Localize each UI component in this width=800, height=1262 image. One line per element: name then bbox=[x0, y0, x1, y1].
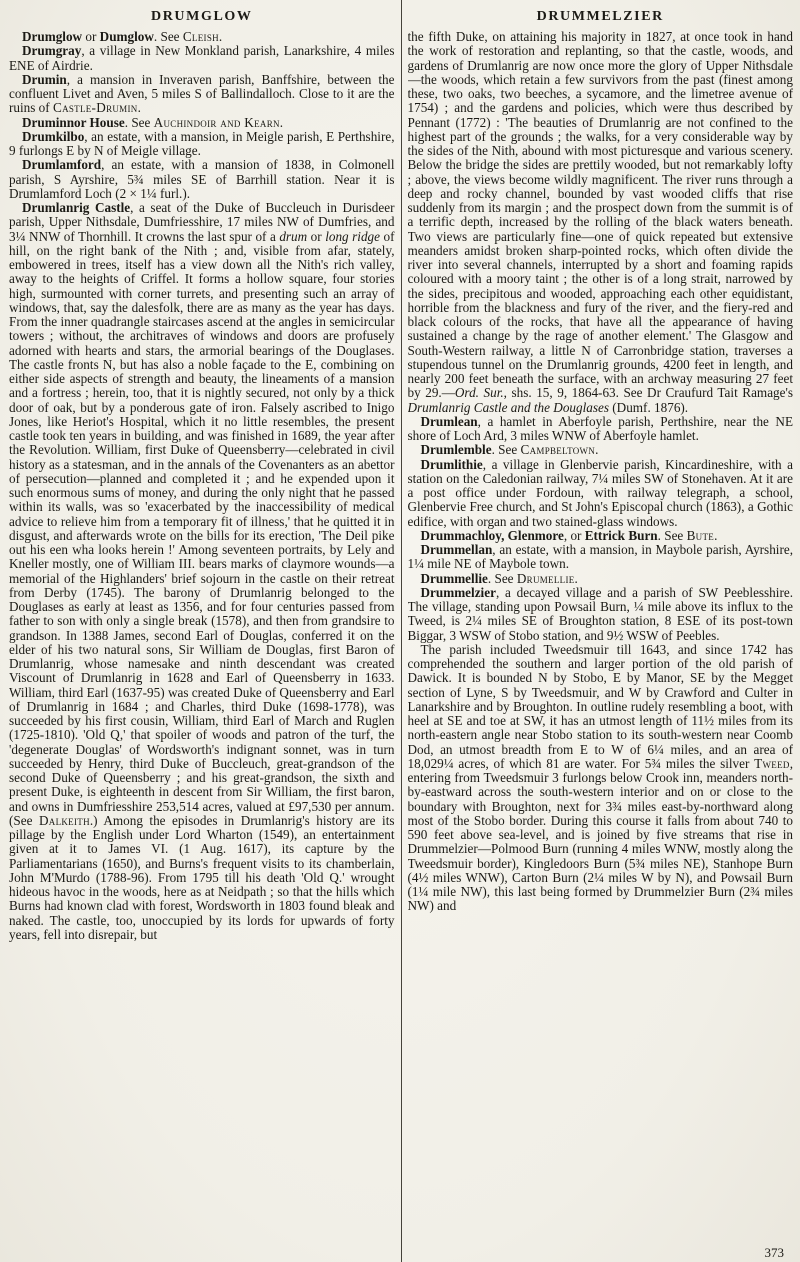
entry-name: Drumglow bbox=[22, 30, 83, 44]
text-run: long ridge bbox=[325, 228, 380, 244]
entry-name: Drumkilbo bbox=[22, 128, 85, 144]
running-header-left: DRUMGLOW bbox=[151, 9, 253, 24]
entry-paragraph bbox=[408, 30, 794, 415]
entry-paragraph bbox=[9, 158, 395, 201]
entry-paragraph bbox=[408, 529, 794, 543]
text-run: . See bbox=[487, 570, 517, 586]
text-run: , a mansion in Inveraven parish, Banffshire, between the confluent Livet and Aven, 5 miles S of Ballindalloch. Close to it are the ruins of bbox=[9, 71, 395, 116]
page-number: 373 bbox=[764, 1245, 784, 1260]
entry-name: Drummellan bbox=[420, 542, 493, 557]
text-run: or bbox=[307, 228, 326, 244]
right-column bbox=[408, 0, 794, 1262]
text-run: , or bbox=[563, 527, 585, 543]
entry-paragraph bbox=[408, 415, 794, 444]
text-run: .) Among the episodes in Drumlanrig's history are its pillage by the English under Lord Wharton (1549), an entertainment given at it to James VI. (1 Aug. 1617), its capture by the Parliamentarians (1650), and Burns's frequent visits to its chamberlain, John M'Murdo (1788-96). From 1795 till his death 'Old Q.' wrought hideous havoc in the woods, here as at Neidpath ; so that the hills which Burns had known clad with forest, Wordsworth in 1803 found bleak and naked. The castle, too, unoccupied by its lords for upwards of forty years, fell into disrepair, but bbox=[9, 812, 395, 942]
text-run: , a decayed village and a parish of SW Peeblesshire. The village, standing upon Powsail Burn, ¼ mile above its influx to the Tweed, is 2¼ miles SE of Broughton station, 8 ESE of its post-town Biggar, 3 WSW of Stobo station, and 9½ WSW of Peebles. bbox=[407, 584, 793, 643]
entry-name: Drummelzier bbox=[420, 584, 496, 600]
left-column-text bbox=[9, 30, 395, 1258]
entry-name: Drumlean bbox=[420, 413, 478, 429]
entry-name: Drumlemble bbox=[420, 442, 492, 458]
cross-reference: Cleish bbox=[182, 30, 219, 44]
entry-paragraph bbox=[9, 116, 395, 130]
text-run: Drumlanrig Castle and the Douglases bbox=[407, 399, 609, 415]
cross-reference: Castle-Drumin bbox=[52, 100, 138, 116]
text-run: , an estate, with a mansion of 1838, in Colmonell parish, S Ayrshire, 5¾ miles SE of Barrhill station. Near it is Drumlamford Loch (2 × 1¼ furl.). bbox=[9, 157, 395, 201]
text-run: The parish included Tweedsmuir till 1643, and since 1742 has comprehended the southern and larger portion of the old parish of Dawick. It is bounded N by Stobo, E by Manor, SE by the Megget section of Lyne, S by Tweedsmuir, and W by Crawford and Culter in Lanarkshire and by Broughton. In outline rudely resembling a boot, with heel at SE and toe at SW, it has an utmost length of 11½ miles from its north-eastern angle near Stobo station to its south-western near Coomb Dod, an utmost breadth from E to W of 6¼ miles, and an area of 18,029¼ acres, of which 81 are water. For 5¾ miles the silver bbox=[407, 641, 793, 771]
entry-paragraph bbox=[408, 586, 794, 643]
text-run: , an estate, with a mansion, in Meigle parish, E Perthshire, 9 furlongs E by N of Meigle village. bbox=[9, 128, 395, 158]
entry-paragraph bbox=[408, 443, 794, 457]
running-header-right: DRUMMELZIER bbox=[536, 9, 664, 24]
cross-reference: Tweed bbox=[754, 755, 790, 771]
text-run: . See bbox=[153, 30, 183, 44]
text-run: . bbox=[595, 442, 599, 458]
text-run: . bbox=[137, 100, 141, 116]
text-run: . bbox=[218, 30, 223, 44]
entry-name: Drumlamford bbox=[22, 157, 102, 173]
text-run: Ord. Sur. bbox=[454, 385, 504, 401]
cross-reference: Auchindoir and Kearn bbox=[153, 114, 280, 130]
text-run: drum bbox=[279, 228, 308, 244]
entry-paragraph bbox=[408, 643, 794, 914]
text-run: , a hamlet in Aberfoyle parish, Perthshire, near the NE shore of Loch Ard, 3 miles WNW of Aberfoyle hamlet. bbox=[407, 413, 793, 443]
cross-reference: Campbeltown bbox=[520, 442, 596, 458]
text-run: of hill, on the right bank of the Nith ; and, visible from afar, stately, embowered in trees, itself has a view down all the Nith's rich valley, away to the heights of Criffel. It forms a hollow square, four stories high, surmounted with corner turrets, and presenting such an array of windows, that, say the dalesfolk, there are as many as the year has days. From the inner quadrangle staircases ascend at the angles in semicircular towers ; without, the architraves of windows and doors are profusely adorned with hearts and stars, the armorial bearings of the Douglases. The castle fronts N, but has also a noble façade to the E, combining on either side aspects of strength and beauty, the lineaments of a mansion and a fortress ; herein, too, that it is nightly secured, not only by a thick door of oak, but by a ponderous gate of iron. Falsely ascribed to Inigo Jones, like Heriot's Hospital, which it no little resembles, the present castle took ten years in building, and was finished in 1689, the year after the Revolution. William, first Duke of Queensberry—celebrated in civil history as a statesman, and in the annals of the Covenanters as an abettor of persecution—planned and completed it ; and he expended upon it such enormous sums of money, and during the only night that he passed within its walls, was so 'exacerbated by the inaccessibility of medical advice to relieve him from a temporary fit of illness,' that he quitted it in disgust, and afterwards wrote on the bills for its erection, 'The Deil pike out his een wha looks herein !' Among seventeen portraits, by Lely and Kneller mostly, one of William III. bears marks of claymore wounds—a memorial of the Highlanders' brief sojourn in the castle on their retreat from Derby (1745). The barony of Drumlanrig belonged to the Douglases as early at least as 1356, and for four centuries passed from father to son with only a single break (1578), and then from grandsire to grandson. In 1388 James, second Earl of Douglas, conferred it on the elder of his two natural sons, Sir William de Douglas, first Baron of Drumlanrig, whose namesake and ninth descendant was created Viscount of Drumlanrig in 1628 and Earl of Queensberry in 1633. William, third Earl (1637-95) was created Duke of Queensberry and Earl of Drumlanrig in 1684 ; and Charles, third Duke (1698-1778), was succeeded by his first cousin, William, third Earl of March and Ruglen (1725-1810). 'Old Q,' that spoiler of woods and patron of the turf, the 'degenerate Douglas' of Wordsworth's indignant sonnet, was in turn succeeded by Henry, third Duke of Buccleuch, great-grandson of the second Duke of Queensberry ; and his great-grandson, the sixth and present Duke, is eighteenth in descent from Sir William, the first baron, and owns in Dumfriesshire 253,514 acres, valued at £97,530 per annum. (See bbox=[9, 228, 395, 828]
text-run: , an estate, with a mansion, in Maybole parish, Ayrshire, 1¼ mile NE of Maybole town. bbox=[407, 542, 793, 572]
entry-paragraph bbox=[9, 73, 395, 116]
left-column bbox=[9, 0, 395, 1262]
text-run: , a seat of the Duke of Buccleuch in Durisdeer parish, Upper Nithsdale, Dumfriesshire, 17 miles NW of Dumfries, and 3¼ NNW of Thornhill. It crowns the last spur of a bbox=[9, 200, 395, 244]
entry-paragraph bbox=[9, 44, 395, 73]
entry-name: Druminnor House bbox=[22, 114, 125, 130]
text-run: , a village in Glenbervie parish, Kincardineshire, with a station on the Caledonian railway, 7¼ miles SW of Stonehaven. At it are a post office under Fordoun, with railway telegraph, a school, Glenbervie Free church, and St John's Episcopal church (1863), a Gothic edifice, with organ and two stained-glass windows. bbox=[407, 456, 793, 529]
text-run: or bbox=[82, 30, 100, 44]
entry-paragraph bbox=[408, 543, 794, 572]
entry-name: Drumin bbox=[22, 71, 67, 87]
entry-paragraph bbox=[9, 130, 395, 159]
text-run: . See bbox=[657, 527, 687, 543]
text-run: the fifth Duke, on attaining his majority in 1827, at once took in hand the work of restoration and replanting, so that the castle, woods, and gardens of Drumlanrig are now once more the glory of Upper Nithsdale—the woods, which retain a few survivors from the past (finest among these, two oaks, two beeches, a sycamore, and the limetree avenue of 1754) ; and the gardens and policies, which were thus described by Pennant (1772) : 'The beauties of Drumlanrig are not confined to the highest part of the grounds ; the walks, for a very considerable way by the sides of the Nith, abound with most picturesque and various scenery. Below the bridge the sides are prettily wooded, but not remarkably lofty ; above, the views become wildly magnificent. The river runs through a deep and rocky channel, bounded by vast wooded cliffs that rise suddenly from its margin ; and the prospect down from the summit is of a terrific depth, increased by the rolling of the black waters beneath. Two views are particularly fine—one of quick repeated but extensive meanders amidst broken sharp-pointed rocks, which often divide the river into several channels, interrupted by a short and foaming rapids coloured with a moory taint ; the other is of a long strait, narrowed by the sides, precipitous and wooded, approaching each other equidistant, horrible from the blackness and fury of the river, and the fiery-red and black colours of the rocks, that have all the appearance of having sustained a change by the rage of another element.' The Glasgow and South-Western railway, a little N of Carronbridge station, traverses a stupendous tunnel on the Drumlanrig grounds, 4200 feet in length, and nearly 200 feet beneath the surface, with an archway measuring 27 feet by 29.— bbox=[407, 30, 793, 401]
entry-name: Drumgray bbox=[22, 43, 82, 59]
entry-name: Ettrick Burn bbox=[584, 527, 658, 543]
entry-name: Drumlanrig Castle bbox=[22, 200, 131, 215]
column-divider bbox=[401, 0, 402, 1262]
entry-paragraph bbox=[408, 572, 794, 586]
text-run: . bbox=[714, 527, 718, 543]
text-run: . See bbox=[124, 114, 154, 130]
text-run: . bbox=[574, 570, 578, 586]
text-run: , a village in New Monkland parish, Lanarkshire, 4 miles ENE of Airdrie. bbox=[9, 43, 395, 73]
right-column-text bbox=[408, 30, 794, 1258]
cross-reference: Drumellie bbox=[516, 570, 575, 586]
text-run: , entering from Tweedsmuir 3 furlongs below Crook inn, meanders north-by-eastward across the south-western interior and on or close to the boundary with Broughton, next for 3¾ miles east-by-northward along most of the Stobo border. During this course it falls from about 740 to 590 feet above sea-level, and is joined by five streams that rise in Drummelzier—Polmood Burn (running 4 miles WNW, mostly along the Tweedsmuir border), Kingledoors Burn (5¾ miles NE), Stanhope Burn (4½ miles WNW), Carton Burn (2¼ miles W by N), and Powsail Burn (1¼ mile NW), this last being formed by Drummelzier Burn (2¾ miles NW) and bbox=[407, 755, 793, 914]
entry-paragraph bbox=[9, 201, 395, 942]
text-run: . bbox=[279, 114, 284, 130]
entry-paragraph bbox=[408, 458, 794, 529]
entry-name: Drummellie bbox=[420, 570, 488, 586]
text-run: . See bbox=[491, 442, 521, 458]
entry-paragraph bbox=[9, 30, 395, 44]
cross-reference: Dalkeith bbox=[38, 812, 90, 828]
text-run: , shs. 15, 9, 1864-63. See Dr Craufurd Tait Ramage's bbox=[503, 385, 793, 401]
text-run: (Dumf. 1876). bbox=[608, 399, 689, 415]
cross-reference: Bute bbox=[686, 527, 715, 543]
entry-name: Drumlithie bbox=[420, 456, 483, 472]
entry-name: Dumglow bbox=[99, 30, 154, 44]
entry-name: Drummachloy, Glenmore bbox=[420, 527, 564, 543]
